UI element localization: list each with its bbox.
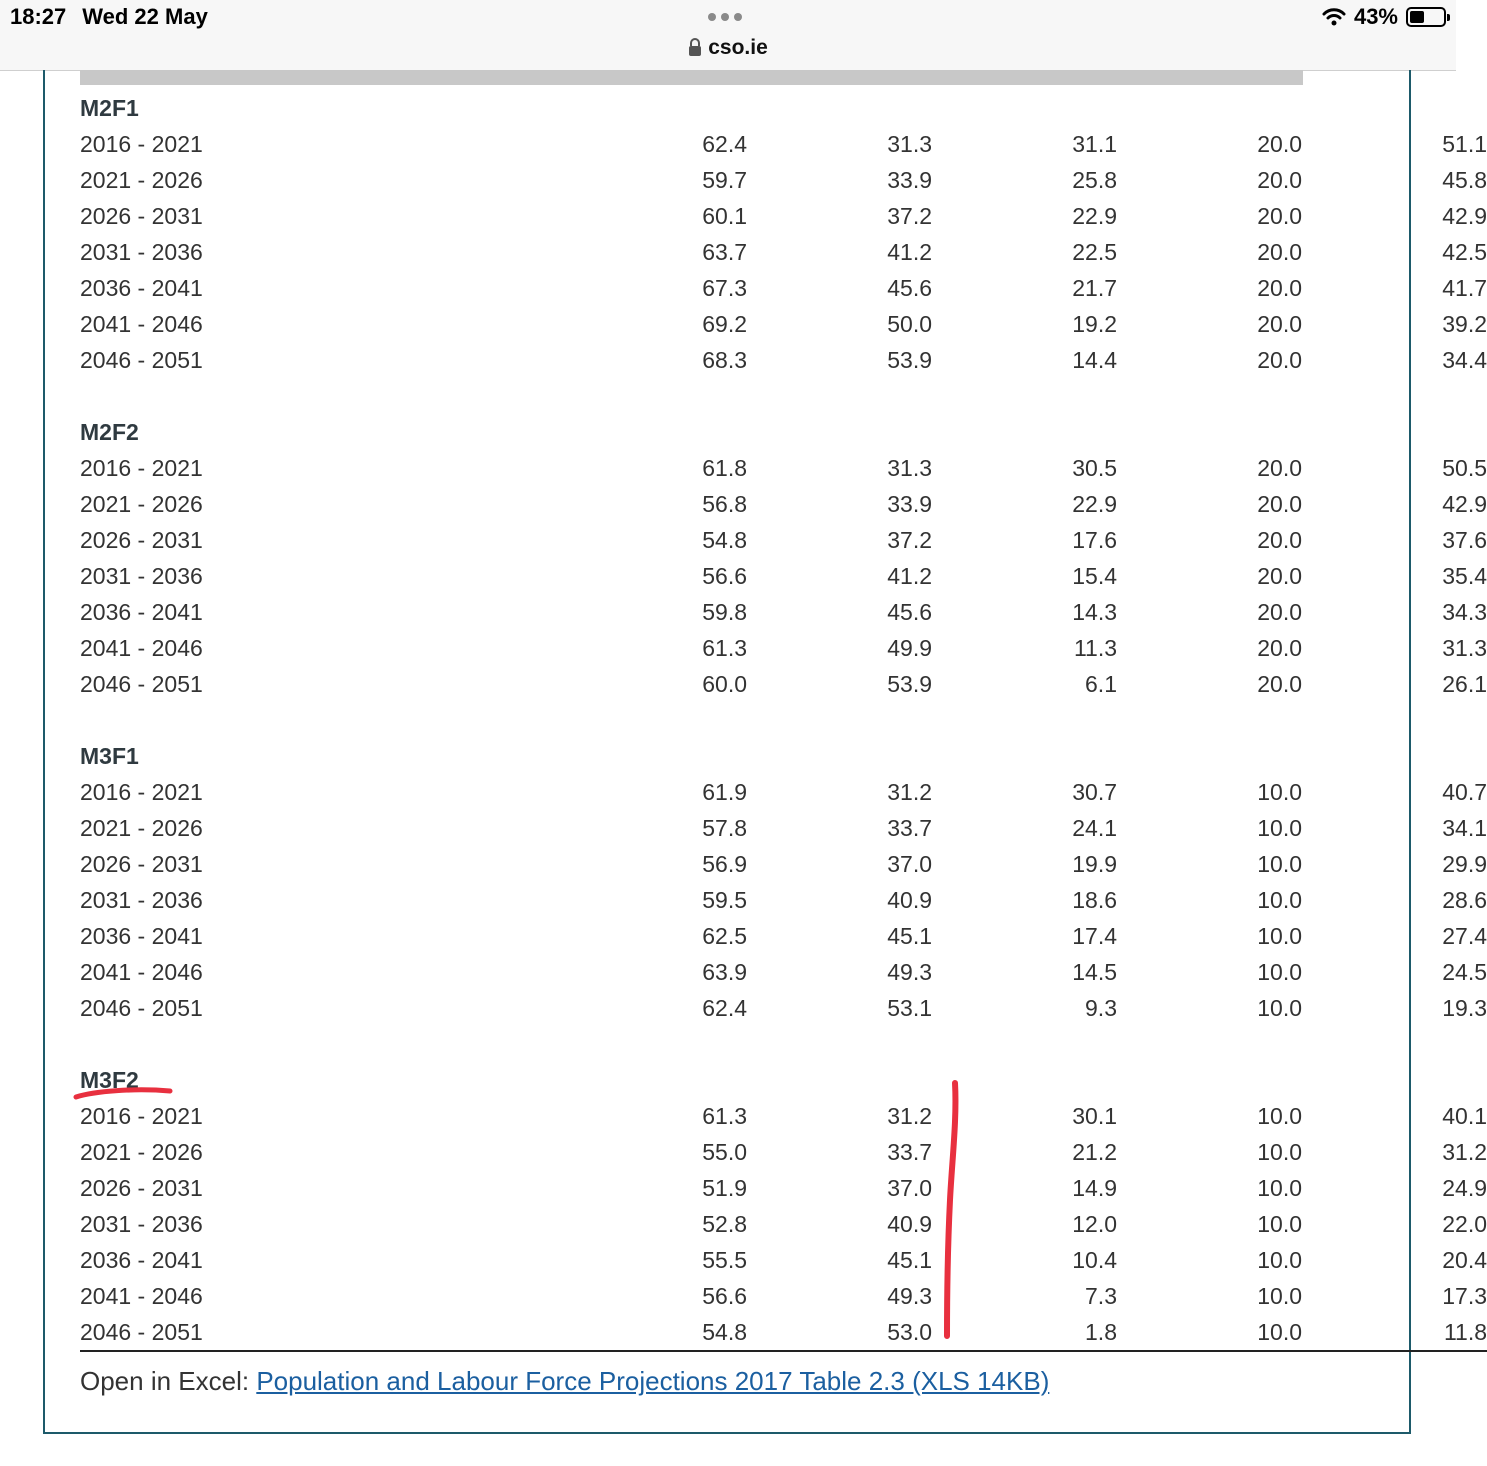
value-cell: 14.5 — [1072, 958, 1117, 985]
value-cell: 29.9 — [1442, 850, 1487, 877]
value-cell: 34.4 — [1442, 346, 1487, 373]
table-row — [80, 774, 1487, 810]
group-label: M2F1 — [80, 94, 139, 121]
value-cell: 24.9 — [1442, 1174, 1487, 1201]
table-row — [80, 1242, 1487, 1278]
value-cell: 42.9 — [1442, 202, 1487, 229]
table-row — [80, 522, 1487, 558]
period-cell: 2036 - 2041 — [80, 274, 203, 301]
value-cell: 20.0 — [1257, 634, 1302, 661]
value-cell: 20.0 — [1257, 490, 1302, 517]
value-cell: 51.9 — [702, 1174, 747, 1201]
value-cell: 41.2 — [887, 238, 932, 265]
value-cell: 55.5 — [702, 1246, 747, 1273]
excel-download-link[interactable]: Population and Labour Force Projections 2017 Table 2.3 (XLS 14KB) — [256, 1366, 1050, 1396]
value-cell: 59.8 — [702, 598, 747, 625]
table-row — [80, 630, 1487, 666]
period-cell: 2026 - 2031 — [80, 202, 203, 229]
excel-prefix: Open in Excel: — [80, 1366, 257, 1396]
value-cell: 56.6 — [702, 1282, 747, 1309]
period-cell: 2046 - 2051 — [80, 346, 203, 373]
value-cell: 15.4 — [1072, 562, 1117, 589]
table-row — [80, 270, 1487, 306]
value-cell: 50.0 — [887, 310, 932, 337]
table-row — [80, 450, 1487, 486]
value-cell: 45.6 — [887, 598, 932, 625]
value-cell: 69.2 — [702, 310, 747, 337]
value-cell: 14.9 — [1072, 1174, 1117, 1201]
value-cell: 20.0 — [1257, 238, 1302, 265]
value-cell: 61.9 — [702, 778, 747, 805]
value-cell: 1.8 — [932, 1314, 1117, 1351]
value-cell: 31.3 — [887, 454, 932, 481]
group-header-row — [80, 738, 1487, 774]
period-cell: 2021 - 2026 — [80, 490, 203, 517]
period-cell: 2031 - 2036 — [80, 562, 203, 589]
value-cell: 17.6 — [1072, 526, 1117, 553]
value-cell: 61.3 — [702, 634, 747, 661]
value-cell: 14.3 — [1072, 598, 1117, 625]
value-cell: 28.6 — [1442, 886, 1487, 913]
value-cell: 57.8 — [702, 814, 747, 841]
group-header-row — [80, 1062, 1487, 1098]
value-cell: 49.3 — [887, 1282, 932, 1309]
value-cell: 20.0 — [1257, 526, 1302, 553]
battery-icon — [1406, 7, 1446, 27]
period-cell: 2036 - 2041 — [80, 1246, 203, 1273]
value-cell: 30.5 — [1072, 454, 1117, 481]
value-cell: 31.2 — [887, 1102, 932, 1129]
value-cell: 20.0 — [1257, 598, 1302, 625]
value-cell: 7.3 — [1085, 1282, 1117, 1309]
value-cell: 61.3 — [702, 1102, 747, 1129]
period-cell: 2031 - 2036 — [80, 238, 203, 265]
group-label: M3F1 — [80, 742, 139, 769]
value-cell: 10.0 — [1257, 1174, 1302, 1201]
value-cell: 25.8 — [1072, 166, 1117, 193]
value-cell: 37.2 — [887, 526, 932, 553]
table-row — [80, 558, 1487, 594]
value-cell: 56.9 — [702, 850, 747, 877]
period-cell: 2016 - 2021 — [80, 1102, 203, 1129]
value-cell: 62.5 — [702, 922, 747, 949]
value-cell: 49.9 — [887, 634, 932, 661]
value-cell: 22.9 — [1072, 202, 1117, 229]
period-cell: 2021 - 2026 — [80, 814, 203, 841]
value-cell: 11.3 — [1073, 634, 1117, 661]
value-cell: 20.0 — [1257, 274, 1302, 301]
period-cell: 2031 - 2036 — [80, 886, 203, 913]
value-cell: 10.0 — [1117, 1314, 1302, 1351]
value-cell: 67.3 — [702, 274, 747, 301]
value-cell: 53.1 — [887, 994, 932, 1021]
value-cell: 62.4 — [702, 994, 747, 1021]
value-cell: 45.1 — [887, 1246, 932, 1273]
value-cell: 50.5 — [1442, 454, 1487, 481]
value-cell: 31.1 — [1072, 130, 1117, 157]
value-cell: 10.0 — [1257, 1210, 1302, 1237]
value-cell: 19.2 — [1072, 310, 1117, 337]
status-date: Wed 22 May — [82, 4, 208, 29]
period-cell: 2046 - 2051 — [80, 1314, 562, 1351]
value-cell: 10.0 — [1257, 958, 1302, 985]
value-cell: 22.9 — [1072, 490, 1117, 517]
ios-status-bar — [0, 0, 1456, 71]
value-cell: 42.5 — [1442, 238, 1487, 265]
table-row — [80, 1170, 1487, 1206]
value-cell: 53.0 — [747, 1314, 932, 1351]
value-cell: 49.3 — [887, 958, 932, 985]
value-cell: 10.0 — [1257, 922, 1302, 949]
value-cell: 39.2 — [1442, 310, 1487, 337]
value-cell: 9.3 — [1085, 994, 1117, 1021]
value-cell: 18.6 — [1072, 886, 1117, 913]
value-cell: 20.4 — [1442, 1246, 1487, 1273]
projections-table — [80, 90, 1487, 1352]
value-cell: 10.0 — [1257, 1282, 1302, 1309]
value-cell: 41.2 — [887, 562, 932, 589]
value-cell: 30.1 — [1072, 1102, 1117, 1129]
period-cell: 2021 - 2026 — [80, 1138, 203, 1165]
value-cell: 10.0 — [1257, 814, 1302, 841]
period-cell: 2036 - 2041 — [80, 922, 203, 949]
table-row — [80, 162, 1487, 198]
value-cell: 53.9 — [887, 670, 932, 697]
value-cell: 19.9 — [1072, 850, 1117, 877]
period-cell: 2041 - 2046 — [80, 958, 203, 985]
period-cell: 2031 - 2036 — [80, 1210, 203, 1237]
value-cell: 42.9 — [1442, 490, 1487, 517]
value-cell: 35.4 — [1442, 562, 1487, 589]
url-text: cso.ie — [708, 36, 768, 59]
value-cell: 62.4 — [702, 130, 747, 157]
value-cell: 10.0 — [1257, 886, 1302, 913]
status-right — [1322, 4, 1446, 30]
value-cell: 34.3 — [1442, 598, 1487, 625]
value-cell: 19.3 — [1442, 994, 1487, 1021]
table-row — [80, 954, 1487, 990]
value-cell: 45.1 — [887, 922, 932, 949]
excel-download — [80, 1366, 1049, 1397]
value-cell: 31.3 — [887, 130, 932, 157]
battery-percent: 43% — [1353, 4, 1398, 29]
value-cell: 52.8 — [702, 1210, 747, 1237]
period-cell: 2046 - 2051 — [80, 670, 203, 697]
period-cell: 2041 - 2046 — [80, 1282, 203, 1309]
table-row — [80, 1134, 1487, 1170]
value-cell: 10.0 — [1257, 778, 1302, 805]
value-cell: 21.7 — [1072, 274, 1117, 301]
value-cell: 59.7 — [702, 166, 747, 193]
value-cell: 14.4 — [1072, 346, 1117, 373]
value-cell: 26.1 — [1442, 670, 1487, 697]
table-row — [80, 234, 1487, 270]
value-cell: 10.0 — [1257, 994, 1302, 1021]
value-cell: 20.0 — [1257, 310, 1302, 337]
group-spacer — [80, 1026, 1487, 1062]
table-row — [80, 1098, 1487, 1134]
value-cell: 61.8 — [702, 454, 747, 481]
table-row — [80, 846, 1487, 882]
period-cell: 2016 - 2021 — [80, 454, 203, 481]
value-cell: 24.1 — [1072, 814, 1117, 841]
table-row — [80, 990, 1487, 1026]
value-cell: 27.4 — [1442, 922, 1487, 949]
value-cell: 33.9 — [887, 166, 932, 193]
table-row — [80, 342, 1487, 378]
value-cell: 10.4 — [1072, 1246, 1117, 1273]
value-cell: 17.4 — [1072, 922, 1117, 949]
period-cell: 2046 - 2051 — [80, 994, 203, 1021]
value-cell: 20.0 — [1257, 166, 1302, 193]
value-cell: 20.0 — [1257, 670, 1302, 697]
value-cell: 51.1 — [1442, 130, 1487, 157]
group-header-row — [80, 414, 1487, 450]
value-cell: 37.6 — [1442, 526, 1487, 553]
group-spacer — [80, 702, 1487, 738]
table-row — [80, 1314, 1487, 1351]
group-spacer — [80, 378, 1487, 414]
table-row — [80, 810, 1487, 846]
value-cell: 60.0 — [702, 670, 747, 697]
table-row — [80, 918, 1487, 954]
value-cell: 31.2 — [887, 778, 932, 805]
table-row — [80, 666, 1487, 702]
table-row — [80, 126, 1487, 162]
period-cell: 2041 - 2046 — [80, 310, 203, 337]
wifi-icon — [1322, 8, 1346, 26]
value-cell: 54.8 — [702, 526, 747, 553]
value-cell: 55.0 — [702, 1138, 747, 1165]
value-cell: 53.9 — [887, 346, 932, 373]
group-label: M2F2 — [80, 418, 139, 445]
value-cell: 11.8 — [1302, 1314, 1487, 1351]
value-cell: 37.0 — [887, 850, 932, 877]
value-cell: 56.8 — [702, 490, 747, 517]
value-cell: 33.7 — [887, 814, 932, 841]
value-cell: 54.8 — [562, 1314, 747, 1351]
value-cell: 60.1 — [702, 202, 747, 229]
value-cell: 37.0 — [887, 1174, 932, 1201]
value-cell: 10.0 — [1257, 850, 1302, 877]
value-cell: 33.9 — [887, 490, 932, 517]
table-row — [80, 1278, 1487, 1314]
value-cell: 40.9 — [887, 886, 932, 913]
period-cell: 2026 - 2031 — [80, 850, 203, 877]
value-cell: 31.2 — [1442, 1138, 1487, 1165]
value-cell: 31.3 — [1442, 634, 1487, 661]
lock-icon — [688, 38, 702, 56]
value-cell: 30.7 — [1072, 778, 1117, 805]
value-cell: 40.9 — [887, 1210, 932, 1237]
table-row — [80, 594, 1487, 630]
period-cell: 2016 - 2021 — [80, 778, 203, 805]
value-cell: 20.0 — [1257, 202, 1302, 229]
period-cell: 2041 - 2046 — [80, 634, 203, 661]
value-cell: 41.7 — [1442, 274, 1487, 301]
period-cell: 2036 - 2041 — [80, 598, 203, 625]
value-cell: 22.5 — [1072, 238, 1117, 265]
table-row — [80, 1206, 1487, 1242]
period-cell: 2026 - 2031 — [80, 526, 203, 553]
value-cell: 63.9 — [702, 958, 747, 985]
table-header-bar — [80, 70, 1303, 85]
value-cell: 22.0 — [1442, 1210, 1487, 1237]
value-cell: 59.5 — [702, 886, 747, 913]
value-cell: 10.0 — [1257, 1246, 1302, 1273]
value-cell: 10.0 — [1257, 1138, 1302, 1165]
value-cell: 68.3 — [702, 346, 747, 373]
value-cell: 33.7 — [887, 1138, 932, 1165]
address-bar[interactable] — [0, 36, 1456, 60]
value-cell: 56.6 — [702, 562, 747, 589]
value-cell: 40.7 — [1442, 778, 1487, 805]
value-cell: 37.2 — [887, 202, 932, 229]
value-cell: 20.0 — [1257, 130, 1302, 157]
status-time: 18:27 — [10, 4, 67, 29]
value-cell: 20.0 — [1257, 454, 1302, 481]
group-label: M3F2 — [80, 1066, 139, 1093]
value-cell: 6.1 — [1085, 670, 1117, 697]
table-row — [80, 306, 1487, 342]
value-cell: 20.0 — [1257, 346, 1302, 373]
value-cell: 21.2 — [1072, 1138, 1117, 1165]
table-row — [80, 882, 1487, 918]
value-cell: 24.5 — [1442, 958, 1487, 985]
table-row — [80, 198, 1487, 234]
value-cell: 45.8 — [1442, 166, 1487, 193]
period-cell: 2021 - 2026 — [80, 166, 203, 193]
value-cell: 45.6 — [887, 274, 932, 301]
value-cell: 10.0 — [1257, 1102, 1302, 1129]
value-cell: 40.1 — [1442, 1102, 1487, 1129]
period-cell: 2026 - 2031 — [80, 1174, 203, 1201]
value-cell: 34.1 — [1442, 814, 1487, 841]
status-time-date — [10, 4, 208, 30]
value-cell: 63.7 — [702, 238, 747, 265]
value-cell: 12.0 — [1072, 1210, 1117, 1237]
value-cell: 20.0 — [1257, 562, 1302, 589]
table-row — [80, 486, 1487, 522]
period-cell: 2016 - 2021 — [80, 130, 203, 157]
value-cell: 17.3 — [1442, 1282, 1487, 1309]
group-header-row — [80, 90, 1487, 126]
multitasking-dots-icon[interactable] — [708, 13, 742, 21]
